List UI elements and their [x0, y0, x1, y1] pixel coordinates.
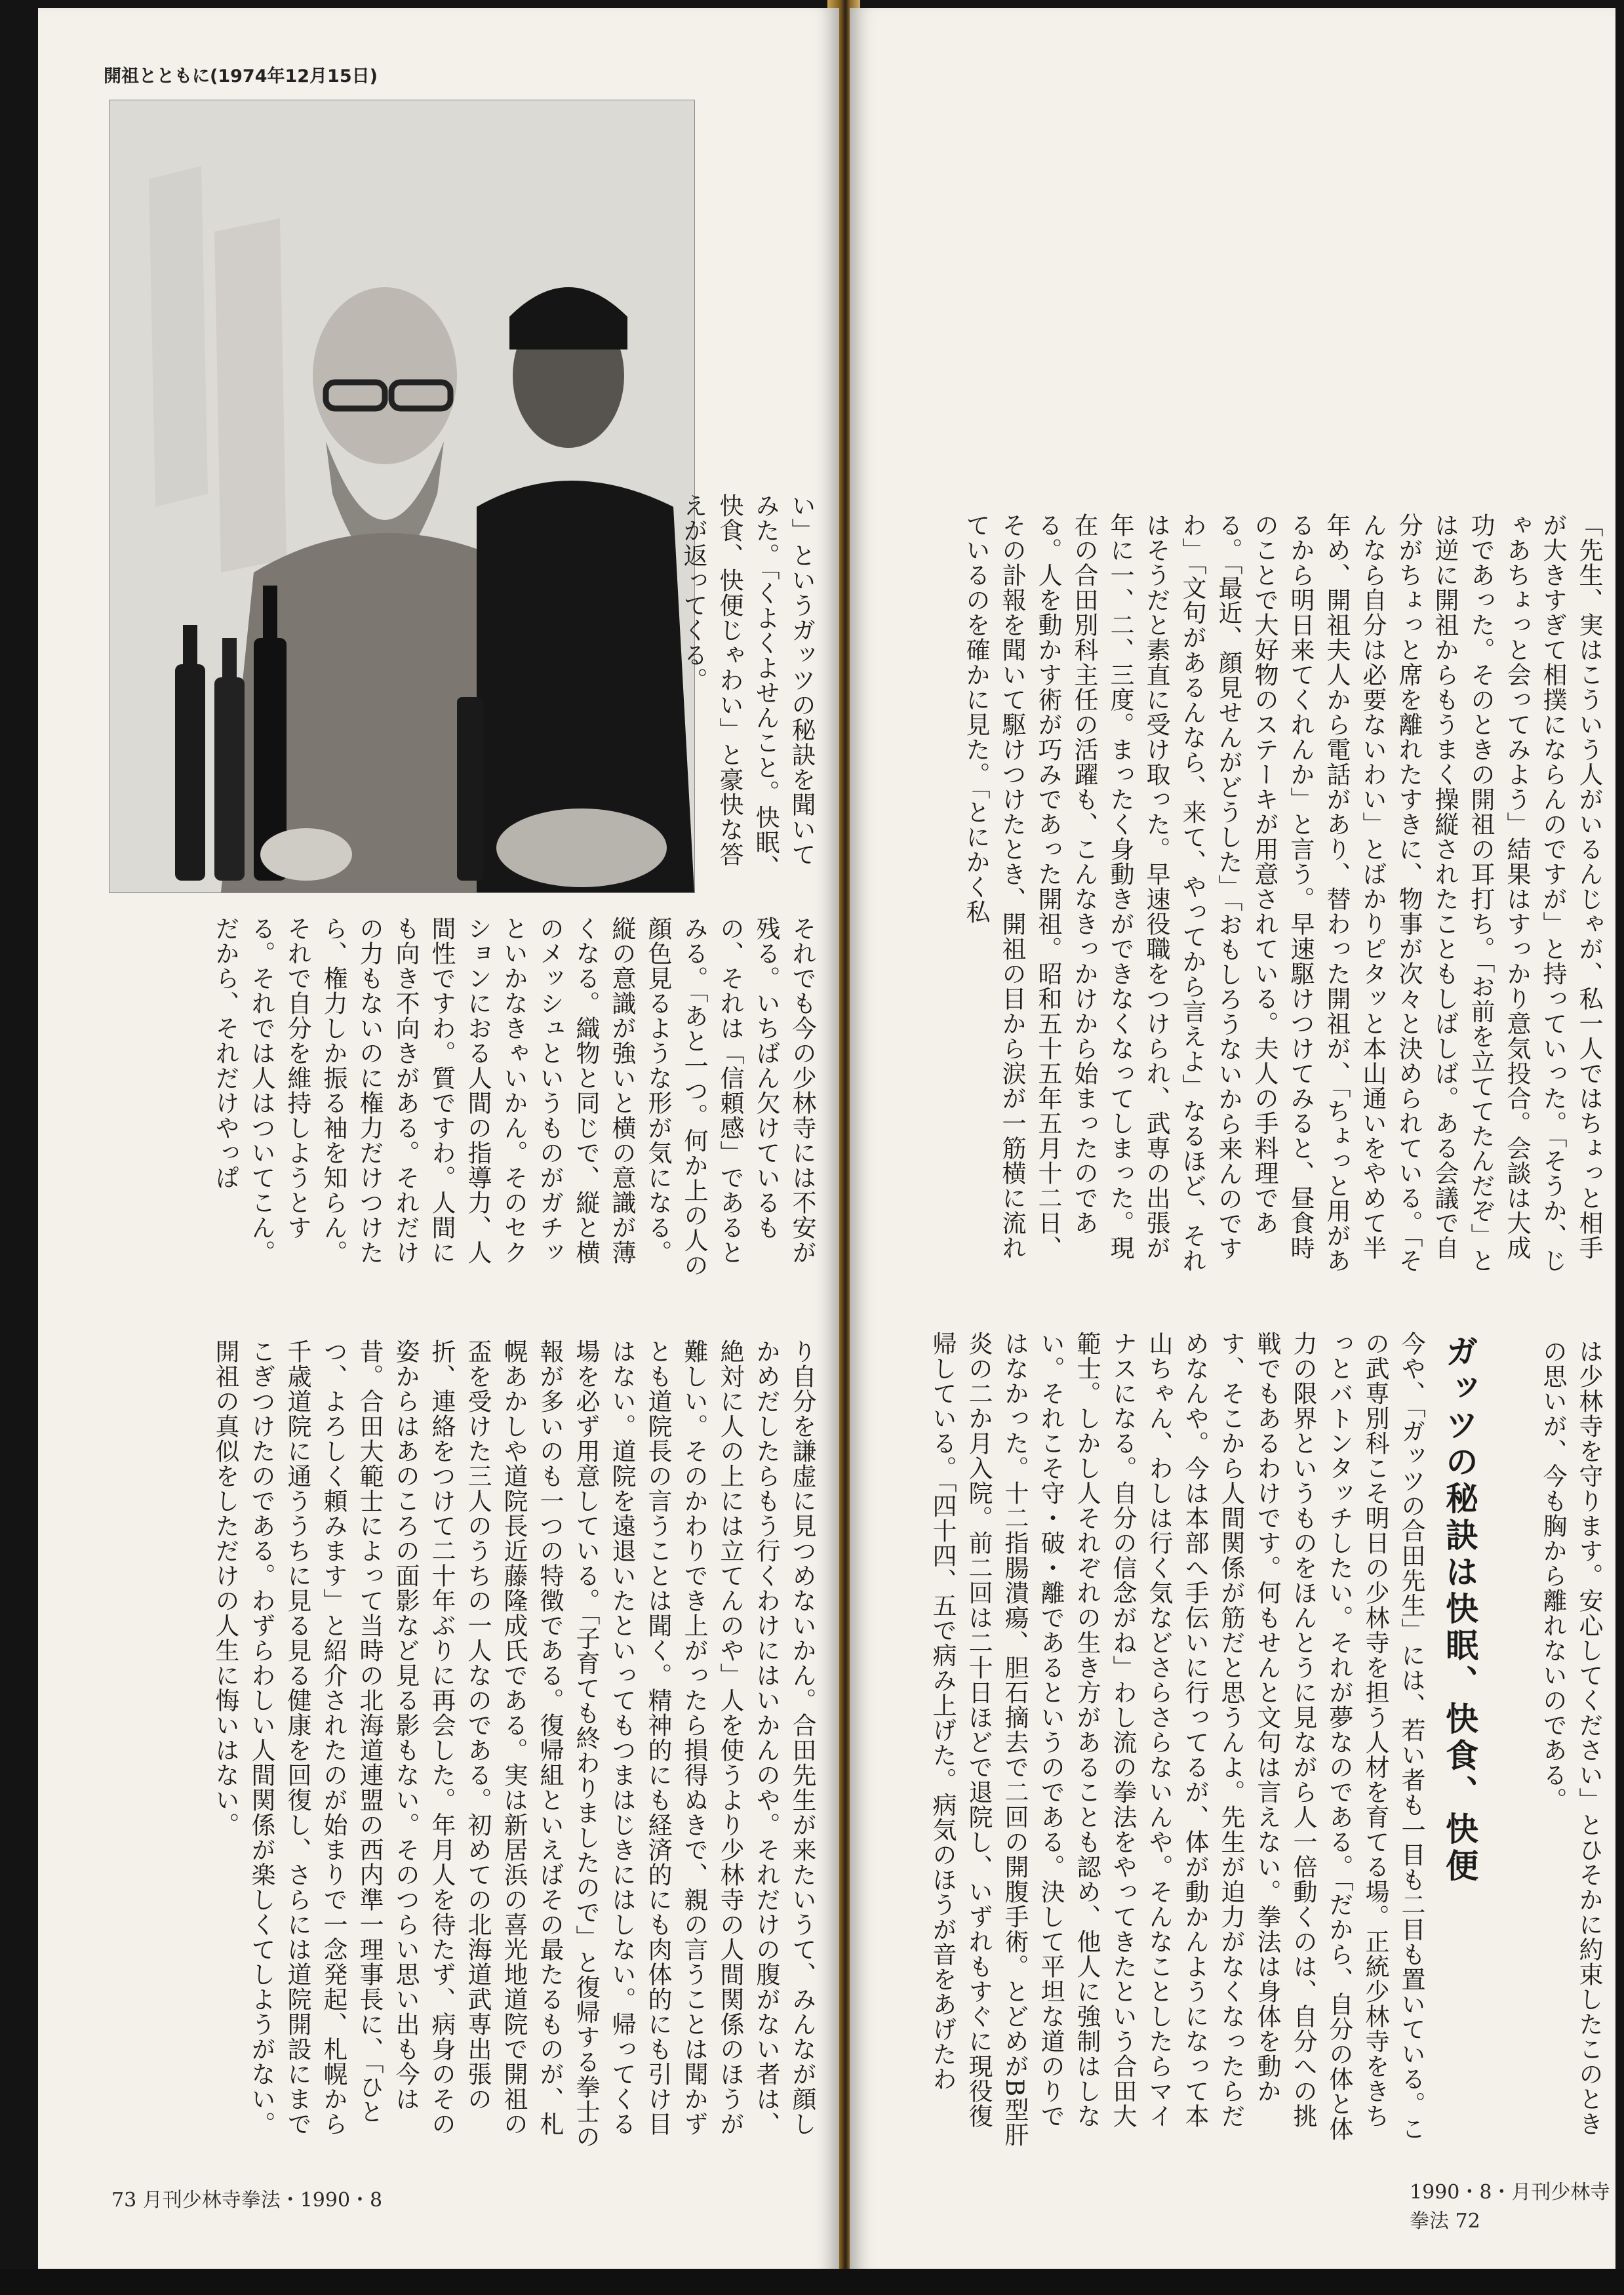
- left-bottom-text: り自分を謙虚に見つめないかん。合田先生が来たいうて、みんなが顔しかめだしたらもう行くわけにはいかんのや。それだけの腹がない者は、絶対に人の上には立てんのや」人を使うより少林寺の人間関係のほうが難しい。そのかわりでき上がったら損得ぬきで、親の言うことは聞かずとも道院長の言うことは聞く。精神的にも経済的にも肉体的にも引け目はない。道院を遠退いたといってもつまはじきにはしない。帰ってくる場を必ず用意している。「子育ても終わりましたので」と復帰する拳士の報が多いのも一つの特徴である。復帰組といえばその最たるものが、札幌あかしや道院長近藤隆成氏である。実は新居浜の喜光地道院で開祖の盃を受けた三人のうちの一人なのである。初めての北海道武専出張の折、連絡をつけて二十年ぶりに再会した。年月人を待たず、病身のその姿からはあのころの面影など見る影もない。そのつらい思い出も今は昔。合田大範士によって当時の北海道連盟の西内準一理事長に、「ひとつ、よろしく頼みます」と紹介されたのが始まりで一念発起、札幌から千歳道院に通ううちに見る見る健康を回復し、さらには道院開設にまでこぎつけたのである。わずらわしい人間関係が楽しくてしようがない。開祖の真似をしただけの人生に悔いはない。: [211, 1339, 816, 2149]
- right-bottom-text: 今や、「ガッツの合田先生」には、若い者も一目も二目も置いている。この武専別科こそ明日の少林寺を担う人材を育てる場。正統少林寺をきちっとバトンタッチしたい。それが夢なのである。「だから、自分の体と体力の限界というものをほんとうに見ながら人一倍動くのは、自分への挑戦でもあるわけです。何もせんと文句は言えない。拳法は身体を動かす、そこから人間関係が筋だと思うんよ。先生が迫力がなくなったらだめなんや。今は本部へ手伝いに行ってるが、体が動かんようになって本山ちゃん、わしは行く気などさらさらないんや。そんなことしたらマイナスになる。自分の信念がね」わし流の拳法をやってきたという合田大範士。しかし人それぞれの生き方があることも認め、他人に強制はしない。それこそ守・破・離であるというのである。決して平坦な道のりではなかった。十二指腸潰瘍、胆石摘去で二回の開腹手術。とどめがB型肝炎の二か月入院。前二回は二十日ほどで退院し、いずれもすぐに現役復帰している。「四十四、五で病み上げた。病気のほうが音をあげたわ: [928, 1331, 1425, 2147]
- page-number-right: 1990・8・月刊少林寺拳法 72: [1410, 2181, 1610, 2233]
- photo-illustration-icon: [109, 100, 694, 892]
- photo-caption: 開祖とともに(1974年12月15日): [104, 66, 378, 87]
- left-middle-text: それでも今の少林寺には不安が残る。いちばん欠けているもの、それは「信頼感」であるとみる。「あと一つ。何か上の人の顔色見るような形が気になる。縦の意識が強いと横の意識が薄くなる。織物と同じで、縦と横のメッシュというものがガチッといかなきゃいかん。そのセクションにおる人間の指導力、人間性ですわ。質ですわ。人間にも向き不向きがある。それだけの力もないのに権力だけつけたら、権力しか振る袖を知らん。それで自分を維持しようとする。それでは人はついてこん。だから、それだけやっぱ: [211, 916, 816, 1278]
- right-bottom-lead-text: は少林寺を守ります。安心してください」とひそかに約束したこのときの思いが、今も胸から離れないのである。: [1539, 1339, 1603, 2136]
- section-heading: ガッツの秘訣は快眠、快食、快便: [1440, 1334, 1478, 1885]
- left-page: [38, 8, 839, 2277]
- page-number-left: 73 月刊少林寺拳法・1990・8: [111, 2189, 383, 2212]
- right-top-text: 「先生、実はこういう人がいるんじゃが、私一人ではちょっと相手が大きすぎて相撲にならんのですが」と持っていった。「そうか、じゃあちょっと会ってみよう」結果はすっかり意気投合。会談は大成功であった。そのときの開祖の耳打ち。「お前を立ててたんだぞ」とは逆に開祖からもうまく操縦されたこともしばしば。ある会議で自分がちょっと席を離れたすきに、物事が次々と決められている。「そんなら自分は必要ないわい」とばかりピタッと本山通いをやめて半年め、開祖夫人から電話があり、替わった開祖が、「ちょっと用があるから明日来てくれんか」と言う。早速駆けつけてみると、昼食時のことで大好物のステーキが用意されている。夫人の手料理である。「最近、顔見せんがどうした」「おもしろうないから来んのですわ」「文句があるんなら、来て、やってから言えよ」なるほど、それはそうだと素直に受け取った。早速役職をつけられ、武専の出張が年に一、二、三度。まったく身動きができなくなってしまった。現在の合田別科主任の活躍も、こんなきっかけから始まったのである。人を動かす術が巧みであった開祖。昭和五十五年五月十二日、その訃報を聞いて駆けつけたとき、開祖の目から涙が一筋横に流れているのを確かに見た。「とにかく私: [962, 513, 1603, 1273]
- left-top-text: い」というガッツの秘訣を聞いてみた。「くよくよせんこと。快眠、快食、快便じゃわい」と豪快な答えが返ってくる。: [679, 493, 816, 880]
- photo-founder-with-author: [109, 100, 695, 893]
- scan-edge: [0, 2269, 1624, 2295]
